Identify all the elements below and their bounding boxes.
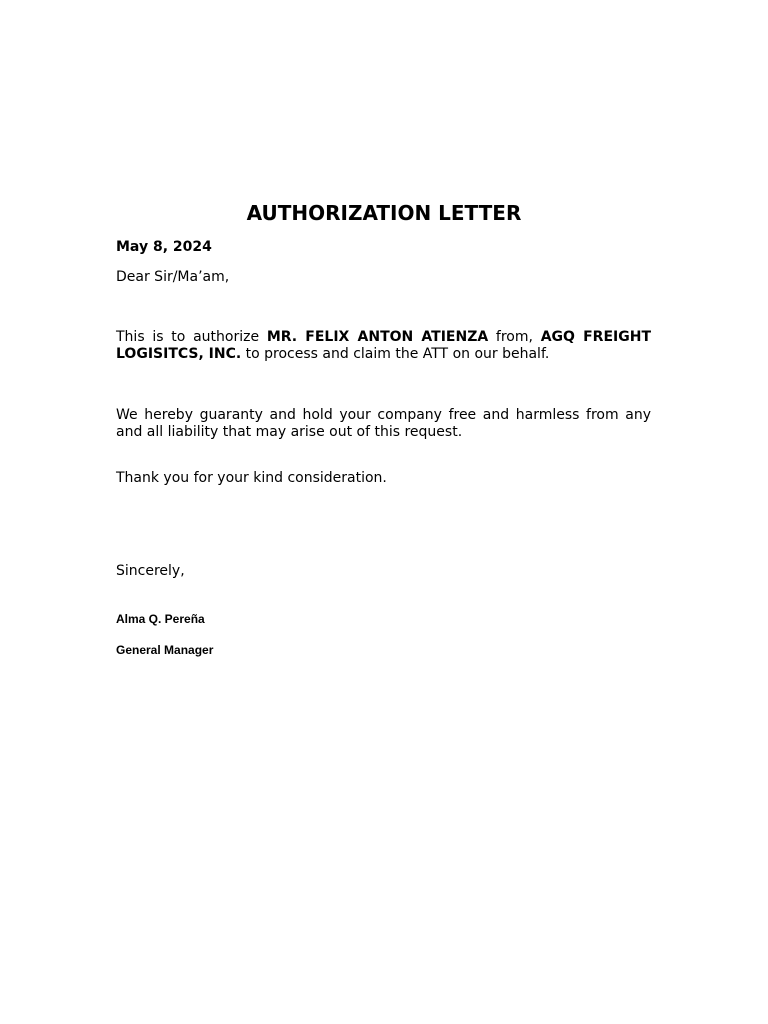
letter-title: AUTHORIZATION LETTER (246, 201, 522, 225)
authorization-paragraph (116, 329, 651, 363)
authorized-person: MR. FELIX ANTON ATIENZA (266, 329, 489, 345)
company-name: AGQ FREIGHT LOGISITCS, INC. (116, 329, 651, 362)
thank-you-paragraph: Thank you for your kind consideration. (116, 470, 387, 486)
letter-date: May 8, 2024 (116, 239, 212, 255)
closing: Sincerely, (116, 563, 185, 579)
salutation: Dear Sir/Ma’am, (116, 269, 230, 285)
signatory-name: Alma Q. Pereña (116, 612, 205, 626)
paragraph-text: from, (488, 329, 541, 345)
guaranty-paragraph: We hereby guaranty and hold your company free and harmless from any and all liability that may arise out of this request. (116, 407, 651, 440)
signatory-position: General Manager (116, 643, 214, 657)
paragraph-text: This is to authorize (116, 329, 267, 345)
paragraph-text: to process and claim the ATT on our behalf. (241, 346, 550, 362)
